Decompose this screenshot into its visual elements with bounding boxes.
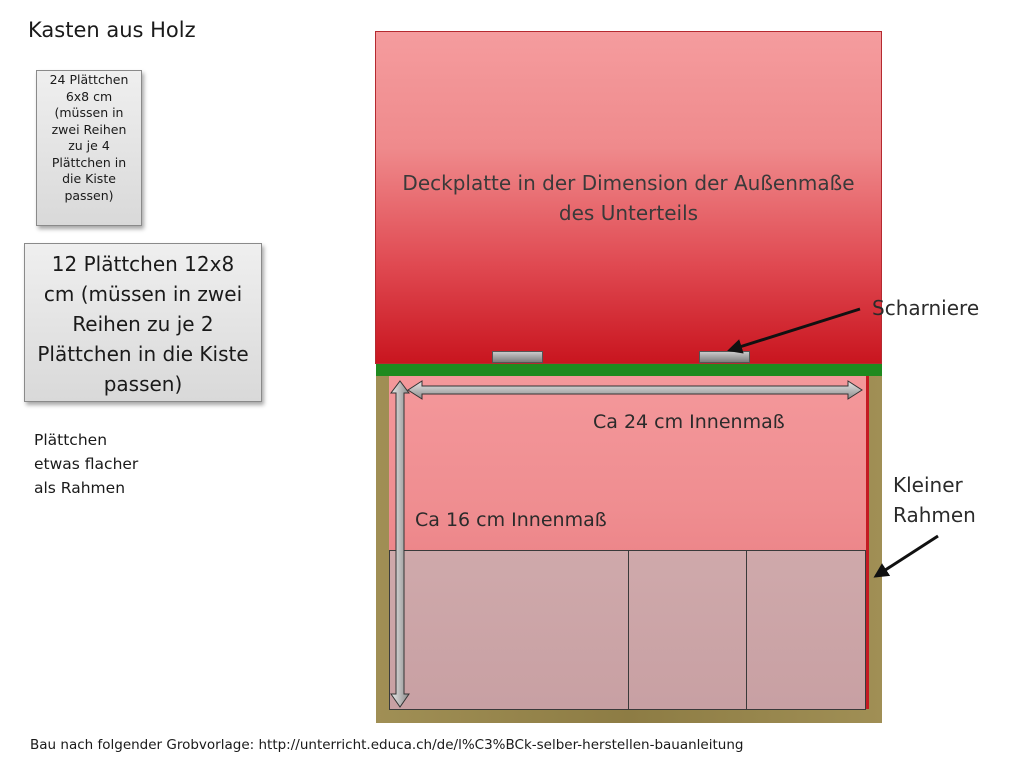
note-line: 6x8 cm — [65, 88, 113, 104]
note-line: etwas flacher — [34, 455, 139, 473]
height-arrow — [391, 381, 409, 707]
note-line: Plättchen — [34, 431, 108, 449]
width-arrow — [408, 381, 862, 399]
note-line: 12 Plättchen 12x8 — [51, 252, 235, 276]
hinges-label: Scharniere — [872, 296, 980, 320]
lid-label-line: des Unterteils — [558, 201, 699, 225]
note-line: als Rahmen — [34, 479, 126, 497]
source-footer: Bau nach folgender Grobvorlage: http://unterricht.educa.ch/de/l%C3%BCk-selber-herstellen-bauanleitung — [30, 737, 744, 753]
note-line: passen) — [64, 187, 114, 203]
note-line: Reihen zu je 2 — [72, 312, 214, 336]
note-line: zu je 4 — [68, 138, 110, 153]
height-label: Ca 16 cm Innenmaß — [415, 509, 607, 531]
note-line: Plättchen in die Kiste — [37, 342, 249, 366]
note-line: die Kiste — [62, 171, 116, 186]
note-line: (müssen in — [54, 105, 124, 120]
frame-label — [893, 470, 976, 530]
note-line: Plättchen in — [51, 154, 127, 170]
hinge-pointer-arrow — [730, 309, 860, 350]
width-label: Ca 24 cm Innenmaß — [593, 411, 785, 433]
lid-label-line: Deckplatte in der Dimension der Außenmaße — [402, 171, 855, 195]
frame-pointer-arrow — [876, 536, 938, 576]
note-line: 24 Plättchen — [49, 72, 129, 87]
page-title: Kasten aus Holz — [28, 18, 196, 42]
frame-label-line: Rahmen — [893, 503, 976, 527]
note-line: zwei Reihen — [51, 121, 127, 137]
note-line: passen) — [103, 372, 183, 396]
frame-label-line: Kleiner — [893, 473, 963, 497]
note-line: cm (müssen in zwei — [43, 282, 243, 306]
